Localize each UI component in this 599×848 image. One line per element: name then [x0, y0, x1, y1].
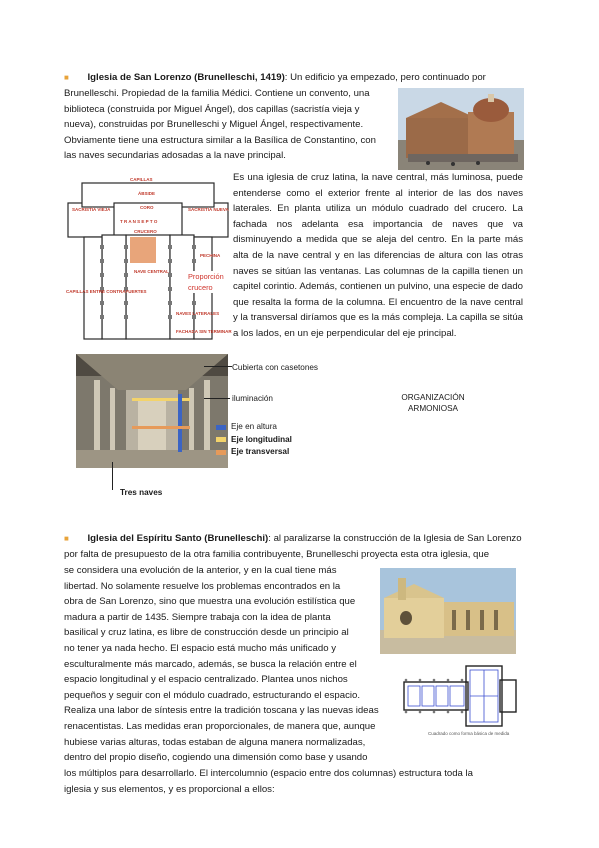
espiritu-santo-heading: Iglesia del Espíritu Santo (Brunelleschi): [87, 533, 269, 544]
label-iluminacion: iluminación: [232, 394, 273, 403]
text-line: esculturalmente más marcado, además, se busca la relación entre el: [64, 658, 357, 670]
plan-label-coro: CORO: [140, 205, 154, 210]
text-line: los múltiplos para desarrollarlo. El intercolumnio (espacio entre dos columnas) estructura toda la: [64, 768, 473, 779]
text-line: libertad. No solamente resuelve los problemas encontrados en la: [64, 580, 341, 592]
arrow-line-iluminacion: [204, 398, 230, 399]
plan-label-sacristia-nueva: SACRISTÍA NUEVA: [188, 207, 229, 212]
text-line: madura a partir de 1435. Siempre trabaja con la idea de planta: [64, 611, 331, 623]
proporcion-label-line: crucero: [188, 283, 213, 292]
intro-text: : al paralizarse la construcción de la Iglesia de San Lorenzo: [268, 533, 522, 544]
text-line: no tener ya nada hecho. El espacio está mucho más unificado y: [64, 642, 336, 654]
san-lorenzo-exterior-photo: [398, 88, 524, 170]
text-line: pequeños y seguir con el módulo cuadrado, estructurando el espacio.: [64, 689, 360, 701]
san-lorenzo-intro: [64, 70, 524, 86]
legend-swatch-blue: [216, 425, 226, 430]
san-lorenzo-lines: [64, 86, 394, 164]
plan-label-naves-laterales: NAVES LATERALES: [176, 311, 220, 316]
text-line: renacentistas. Las medidas eran proporcionales, de manera que, aunque: [64, 720, 376, 732]
proporcion-label-line: Proporción: [188, 272, 224, 281]
text-line: hubiese varias alturas, todas estaban de alguna manera normalizadas,: [64, 736, 366, 748]
text-line: por falta de presupuesto de la otra familia contribuyente, Brunelleschi proyecta esta otra iglesia, que: [64, 549, 490, 560]
text-line: Obviamente tiene una estructura similar a la Basílica de Constantino, con: [64, 134, 376, 146]
san-lorenzo-floor-plan: [64, 175, 232, 343]
text-line: dentro del propio diseño, cogiendo una dimensión como base y usando: [64, 752, 368, 764]
legend-swatch-orange: [216, 450, 226, 455]
text-line: obra de San Lorenzo, sino que muestra una evolución estilística que: [64, 596, 356, 608]
text-line: nueva), construidas por Brunelleschi y Miguel Ángel, respectivamente.: [64, 119, 364, 131]
proporcion-crucero-label: [188, 271, 224, 293]
organizacion-line: ORGANIZACIÓN: [401, 393, 465, 402]
label-cubierta-casetones: Cubierta con casetones: [232, 363, 319, 372]
plan-caption: Cuadrado como forma básica de medida: [428, 731, 510, 736]
label-tres-naves: Tres naves: [120, 488, 163, 497]
plan-label-transepto: T R A N S E P T O: [120, 219, 158, 224]
legend-swatch-yellow: [216, 437, 226, 442]
san-lorenzo-interior-photo: [76, 354, 228, 468]
legend-item-transversal: [216, 446, 292, 459]
text-line: Brunelleschi. Propiedad de la familia Médici. Contiene un convento, una: [64, 88, 370, 99]
espiritu-santo-floor-plan: [400, 658, 520, 738]
text-line: se considera una evolución de la anterior, y en la cual tiene más: [64, 565, 337, 576]
organizacion-line: ARMONIOSA: [407, 404, 459, 413]
legend-label: Eje longitudinal: [231, 434, 292, 444]
text-line: iglesia y sus elementos, y es proporcional a ellos:: [64, 783, 275, 795]
plan-label-nave-central: NAVE CENTRAL: [134, 269, 169, 274]
text-line: las naves secundarias adosadas a la nave principal.: [64, 150, 286, 162]
legend-label: Eje en altura: [231, 422, 277, 431]
legend-label: Eje transversal: [231, 447, 290, 456]
plan-label-fachada: FACHADA SIN TERMINAR: [176, 329, 232, 334]
arrow-line-naves: [112, 462, 125, 490]
espiritu-santo-exterior-photo: [380, 568, 516, 654]
text-line: basilical y cruz latina, es libre de construcción desde un principio al: [64, 627, 349, 639]
plan-label-capillas-contrafuertes: CAPILLAS ENTRE CONTRAFUERTES: [66, 289, 147, 294]
text-line: espacio longitudinal y el espacio centralizado. Plantea unos nichos: [64, 674, 348, 686]
plan-label-pechina: PECHINA: [200, 253, 221, 258]
legend-item-longitudinal: [216, 434, 292, 447]
axis-legend: [216, 421, 292, 459]
san-lorenzo-heading: Iglesia de San Lorenzo (Brunelleschi, 1419): [87, 72, 285, 83]
text-line: biblioteca (construida por Miguel Ángel), dos capillas (sacristía vieja y: [64, 103, 360, 115]
bullet-icon: ■: [64, 534, 69, 543]
bullet-icon: ■: [64, 73, 69, 82]
plan-label-abside: ÁBSIDE: [138, 191, 156, 196]
espiritu-santo-full-lines: [64, 766, 524, 797]
legend-item-altura: [216, 421, 292, 434]
plan-label-crucero: CRUCERO: [134, 229, 157, 234]
plan-label-sacristia-vieja: SACRISTÍA VIEJA: [72, 207, 111, 212]
text-line: Realiza una labor de síntesis entre la tradición toscana y las nuevas ideas: [64, 705, 379, 717]
arrow-line-cubierta: [204, 366, 232, 367]
intro-text: : Un edificio ya empezado, pero continuado por: [284, 72, 486, 83]
plan-label-capillas: CAPILLAS: [130, 177, 153, 182]
san-lorenzo-description: Es una iglesia de cruz latina, la nave central, más luminosa, puede entenderse como el exterior frente al interior de las dos naves laterales. En planta utiliza un módulo cuadrado del crucero. La fachada nos adelanta esa importancia de naves que va disminuyendo a medida que se aleja del centro. En la parte más alta de la nave central y en las diferencias de altura con las otras naves se sitúan las ventanas. Las columnas de la capilla tienen un capitel corintio. Además, contienen un pulvino, una especie de dado que resalta la forma de la columna. El encuentro de la nave central y la transversal diríamos que es la más compleja. La capilla se sitúa a los lados, en un eje perpendicular del eje principal.: [233, 172, 523, 339]
espiritu-santo-narrow-lines: [64, 563, 396, 766]
espiritu-santo-intro: [64, 531, 524, 547]
label-organizacion-armoniosa: [393, 392, 473, 414]
